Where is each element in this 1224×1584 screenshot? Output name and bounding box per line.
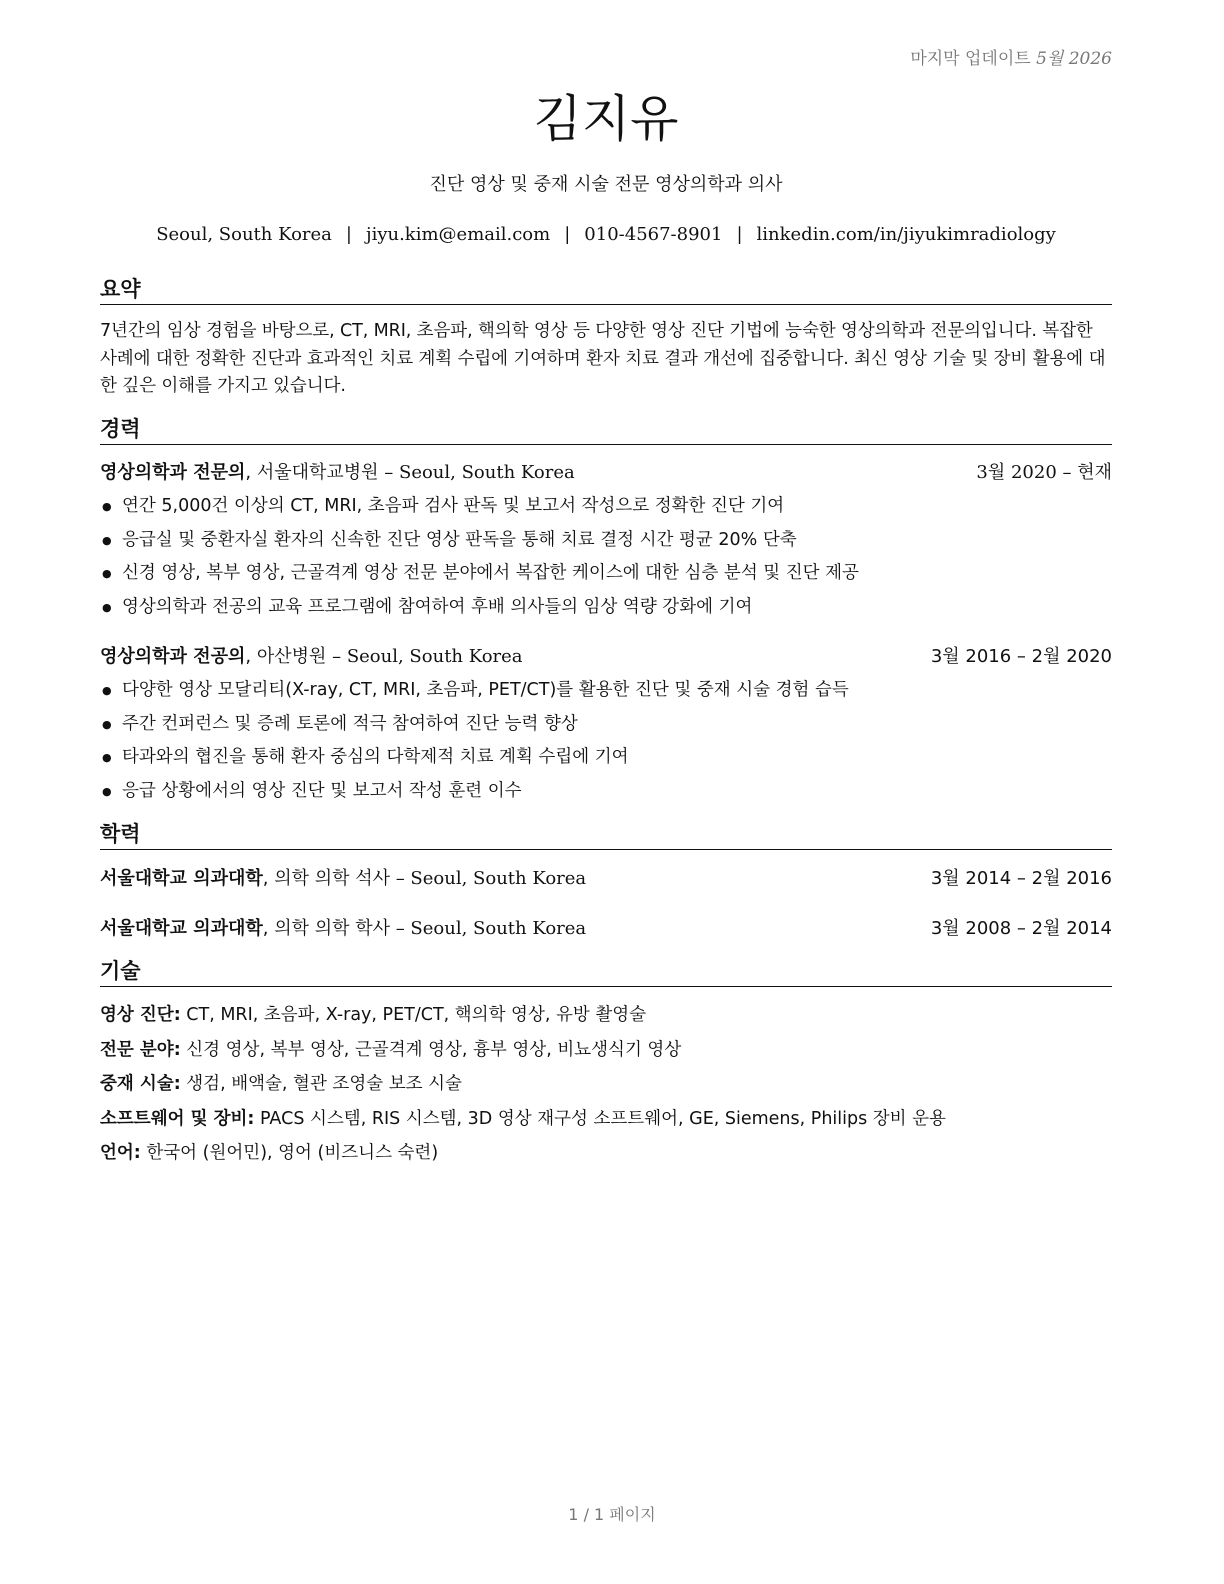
skill-row: [100, 1102, 1112, 1137]
list-item: ● 다양한 영상 모달리티(X-ray, CT, MRI, 초음파, PET/CT)를 활용한 진단 및 중재 시술 경험 습득: [100, 674, 1112, 708]
experience-header: [100, 644, 1112, 670]
summary-text: 7년간의 임상 경험을 바탕으로, CT, MRI, 초음파, 핵의학 영상 등 다양한 영상 진단 기법에 능숙한 영상의학과 전문의입니다. 복잡한 사례에 대한 정확한 진단과 효과적인 치료 계획 수립에 기여하며 환자 치료 결과 개선에 집중합니다. 최신 영상 기술 및 장비 활용에 대한 깊은 이해를 가지고 있습니다.: [100, 321, 1106, 396]
page-number: 1 / 1 페이지: [568, 1505, 656, 1524]
school-location: – Seoul, South Korea: [389, 868, 587, 889]
job-bullets: [100, 490, 1112, 625]
skill-value: 생검, 배액술, 혈관 조영술 보조 시술: [180, 1074, 462, 1094]
education-header: [100, 916, 1112, 942]
skill-value: CT, MRI, 초음파, X-ray, PET/CT, 핵의학 영상, 유방 촬영술: [180, 1005, 647, 1025]
list-item: ● 응급 상황에서의 영상 진단 및 보고서 작성 훈련 이수: [100, 775, 1112, 809]
contact-separator: |: [736, 224, 743, 245]
education-dates: 3월 2008 – 2월 2014: [930, 918, 1112, 939]
headline: 진단 영상 및 중재 시술 전문 영상의학과 의사: [429, 174, 783, 195]
section-title-experience: 경력: [100, 416, 1112, 445]
skill-row: [100, 1136, 1112, 1171]
experience-header: [100, 460, 1112, 486]
contact-email[interactable]: jiyu.kim@email.com: [365, 224, 551, 245]
contact-location: Seoul, South Korea: [156, 224, 332, 245]
education-entry: [100, 866, 1112, 892]
skill-row: [100, 998, 1112, 1033]
contact-line: [100, 224, 1112, 245]
job-org: , 서울대학교병원: [245, 462, 379, 483]
list-item: ● 주간 컨퍼런스 및 증례 토론에 적극 참여하여 진단 능력 향상: [100, 708, 1112, 742]
contact-separator: |: [564, 224, 571, 245]
person-name: 김지유: [533, 90, 679, 148]
education-entry: [100, 916, 1112, 942]
degree: , 의학 의학 석사: [262, 868, 390, 889]
list-item: ● 연간 5,000건 이상의 CT, MRI, 초음파 검사 판독 및 보고서 작성으로 정확한 진단 기여: [100, 490, 1112, 524]
skill-label: 언어:: [100, 1143, 141, 1163]
skill-value: PACS 시스템, RIS 시스템, 3D 영상 재구성 소프트웨어, GE, Siemens, Philips 장비 운용: [254, 1108, 946, 1129]
school-location: – Seoul, South Korea: [389, 918, 587, 939]
skill-label: 전문 분야:: [100, 1039, 181, 1060]
job-location: – Seoul, South Korea: [326, 646, 523, 667]
last-updated-date: 5월 2026: [1036, 49, 1112, 69]
degree: , 의학 의학 학사: [262, 918, 390, 939]
job-dates: 3월 2016 – 2월 2020: [930, 646, 1112, 667]
last-updated: [910, 44, 1112, 69]
skill-row: [100, 1067, 1112, 1102]
skills-list: [100, 998, 1112, 1171]
contact-phone[interactable]: 010-4567-8901: [584, 224, 723, 245]
skill-value: 한국어 (원어민), 영어 (비즈니스 숙련): [140, 1143, 439, 1163]
section-title-skills: 기술: [100, 958, 1112, 987]
list-item: ● 영상의학과 전공의 교육 프로그램에 참여하여 후배 의사들의 임상 역량 강화에 기여: [100, 591, 1112, 625]
experience-entry: [100, 644, 1112, 809]
section-title-education: 학력: [100, 821, 1112, 850]
job-location: – Seoul, South Korea: [378, 462, 575, 483]
skill-label: 중재 시술:: [100, 1074, 181, 1094]
list-item: ● 응급실 및 중환자실 환자의 신속한 진단 영상 판독을 통해 치료 결정 시간 평균 20% 단축: [100, 524, 1112, 558]
job-role: 영상의학과 전문의: [100, 462, 246, 483]
contact-linkedin[interactable]: linkedin.com/in/jiyukimradiology: [756, 224, 1056, 245]
skill-label: 소프트웨어 및 장비:: [100, 1108, 255, 1129]
job-bullets: [100, 674, 1112, 809]
list-item: ● 신경 영상, 복부 영상, 근골격계 영상 전문 분야에서 복잡한 케이스에 대한 심층 분석 및 진단 제공: [100, 557, 1112, 591]
school-name: 서울대학교 의과대학: [100, 918, 263, 939]
job-org: , 아산병원: [245, 646, 327, 667]
skill-row: [100, 1033, 1112, 1068]
school-name: 서울대학교 의과대학: [100, 868, 263, 889]
list-item: ● 타과와의 협진을 통해 환자 중심의 다학제적 치료 계획 수립에 기여: [100, 741, 1112, 775]
skill-label: 영상 진단:: [100, 1005, 181, 1025]
job-role: 영상의학과 전공의: [100, 646, 246, 667]
contact-separator: |: [345, 224, 352, 245]
education-header: [100, 866, 1112, 892]
skill-value: 신경 영상, 복부 영상, 근골격계 영상, 흉부 영상, 비뇨생식기 영상: [180, 1039, 682, 1060]
experience-entry: [100, 460, 1112, 625]
last-updated-label: 마지막 업데이트: [910, 49, 1031, 69]
job-dates: 3월 2020 – 현재: [976, 462, 1112, 483]
section-title-summary: 요약: [100, 276, 1112, 305]
education-dates: 3월 2014 – 2월 2016: [930, 868, 1112, 889]
